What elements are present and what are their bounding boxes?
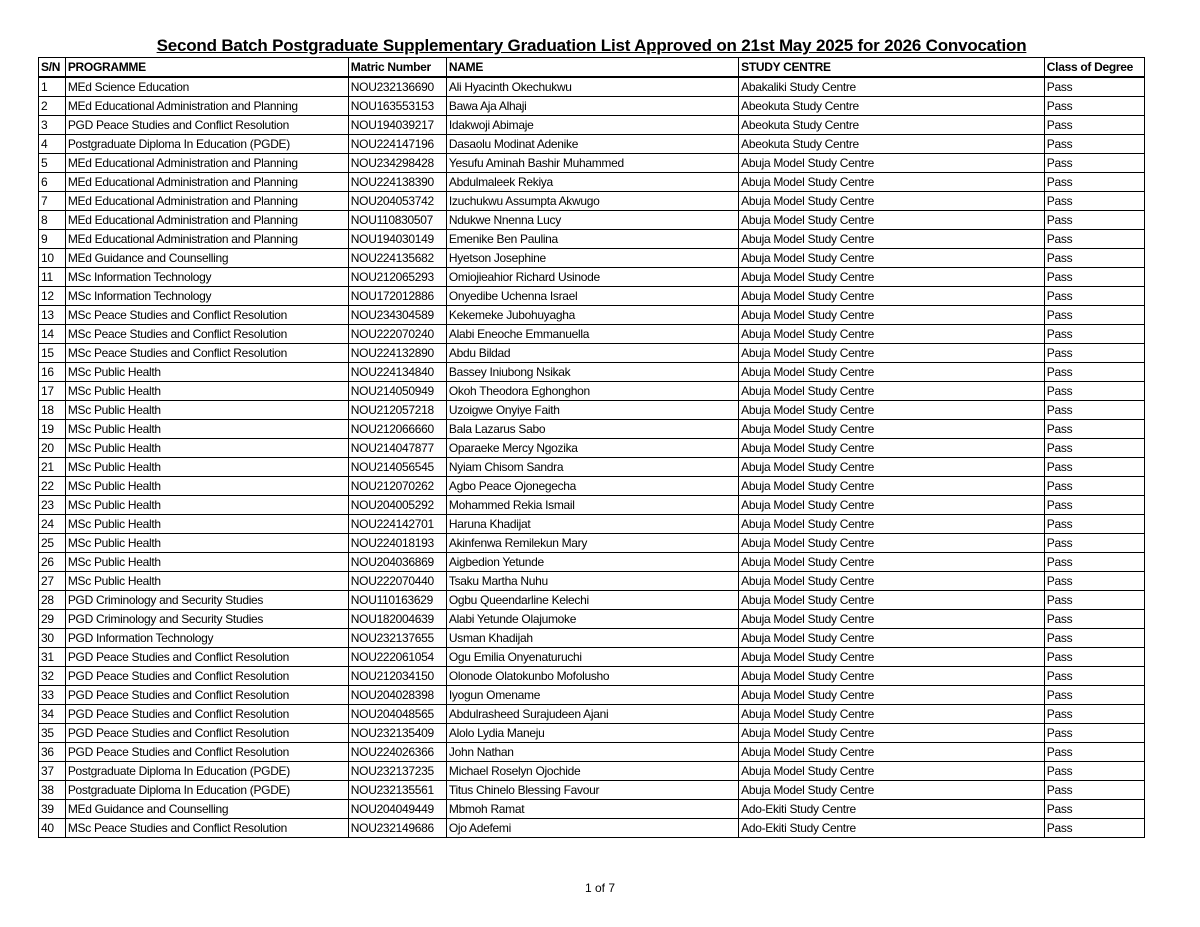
cell-matric-number: NOU224026366 [348, 743, 446, 762]
cell-name: Emenike Ben Paulina [446, 230, 738, 249]
cell-programme: MSc Information Technology [65, 287, 348, 306]
table-row [39, 458, 1145, 477]
table-row [39, 667, 1145, 686]
cell-class-of-degree: Pass [1044, 382, 1144, 401]
cell-study-centre: Abuja Model Study Centre [739, 363, 1045, 382]
cell-class-of-degree: Pass [1044, 686, 1144, 705]
cell-matric-number: NOU212034150 [348, 667, 446, 686]
cell-name: Nyiam Chisom Sandra [446, 458, 738, 477]
header-study-centre: STUDY CENTRE [739, 58, 1045, 78]
cell-name: Olonode Olatokunbo Mofolusho [446, 667, 738, 686]
cell-study-centre: Abuja Model Study Centre [739, 781, 1045, 800]
cell-sn: 22 [39, 477, 66, 496]
cell-matric-number: NOU110163629 [348, 591, 446, 610]
cell-matric-number: NOU224135682 [348, 249, 446, 268]
cell-sn: 5 [39, 154, 66, 173]
cell-sn: 13 [39, 306, 66, 325]
cell-class-of-degree: Pass [1044, 591, 1144, 610]
cell-matric-number: NOU163553153 [348, 97, 446, 116]
table-row [39, 173, 1145, 192]
cell-matric-number: NOU232135409 [348, 724, 446, 743]
cell-class-of-degree: Pass [1044, 363, 1144, 382]
cell-programme: PGD Peace Studies and Conflict Resolution [65, 686, 348, 705]
cell-study-centre: Abuja Model Study Centre [739, 287, 1045, 306]
cell-sn: 36 [39, 743, 66, 762]
cell-name: Agbo Peace Ojonegecha [446, 477, 738, 496]
cell-programme: MSc Peace Studies and Conflict Resolution [65, 819, 348, 838]
header-matric-number: Matric Number [348, 58, 446, 78]
header-programme: PROGRAMME [65, 58, 348, 78]
cell-matric-number: NOU224138390 [348, 173, 446, 192]
cell-matric-number: NOU212057218 [348, 401, 446, 420]
cell-programme: MSc Public Health [65, 553, 348, 572]
cell-study-centre: Abuja Model Study Centre [739, 743, 1045, 762]
table-row [39, 268, 1145, 287]
cell-name: Onyedibe Uchenna Israel [446, 287, 738, 306]
cell-name: Aigbedion Yetunde [446, 553, 738, 572]
cell-name: Haruna Khadijat [446, 515, 738, 534]
page-number: 1 of 7 [584, 881, 616, 895]
cell-name: Okoh Theodora Eghonghon [446, 382, 738, 401]
table-header [39, 58, 1145, 78]
cell-class-of-degree: Pass [1044, 268, 1144, 287]
cell-study-centre: Abuja Model Study Centre [739, 173, 1045, 192]
cell-class-of-degree: Pass [1044, 306, 1144, 325]
cell-matric-number: NOU214047877 [348, 439, 446, 458]
cell-class-of-degree: Pass [1044, 743, 1144, 762]
cell-matric-number: NOU234304589 [348, 306, 446, 325]
cell-name: Abdulmaleek Rekiya [446, 173, 738, 192]
cell-matric-number: NOU214050949 [348, 382, 446, 401]
cell-programme: MSc Public Health [65, 401, 348, 420]
cell-class-of-degree: Pass [1044, 705, 1144, 724]
cell-sn: 16 [39, 363, 66, 382]
cell-study-centre: Abuja Model Study Centre [739, 230, 1045, 249]
table-row [39, 515, 1145, 534]
cell-programme: MSc Public Health [65, 458, 348, 477]
cell-class-of-degree: Pass [1044, 287, 1144, 306]
cell-programme: MSc Peace Studies and Conflict Resolution [65, 306, 348, 325]
cell-class-of-degree: Pass [1044, 667, 1144, 686]
cell-name: Idakwoji Abimaje [446, 116, 738, 135]
header-sn: S/N [39, 58, 66, 78]
cell-name: Alolo Lydia Maneju [446, 724, 738, 743]
table-row [39, 77, 1145, 97]
cell-matric-number: NOU204048565 [348, 705, 446, 724]
cell-sn: 19 [39, 420, 66, 439]
cell-study-centre: Abuja Model Study Centre [739, 648, 1045, 667]
cell-matric-number: NOU204036869 [348, 553, 446, 572]
cell-matric-number: NOU204049449 [348, 800, 446, 819]
cell-class-of-degree: Pass [1044, 249, 1144, 268]
table-row [39, 211, 1145, 230]
cell-sn: 20 [39, 439, 66, 458]
cell-sn: 30 [39, 629, 66, 648]
cell-name: Yesufu Aminah Bashir Muhammed [446, 154, 738, 173]
table-row [39, 249, 1145, 268]
cell-matric-number: NOU222070240 [348, 325, 446, 344]
cell-matric-number: NOU194030149 [348, 230, 446, 249]
cell-name: Tsaku Martha Nuhu [446, 572, 738, 591]
table-row [39, 496, 1145, 515]
cell-class-of-degree: Pass [1044, 325, 1144, 344]
cell-study-centre: Abuja Model Study Centre [739, 325, 1045, 344]
cell-sn: 8 [39, 211, 66, 230]
cell-class-of-degree: Pass [1044, 154, 1144, 173]
header-row [39, 58, 1145, 78]
cell-matric-number: NOU224147196 [348, 135, 446, 154]
cell-sn: 38 [39, 781, 66, 800]
cell-sn: 29 [39, 610, 66, 629]
cell-programme: MEd Guidance and Counselling [65, 800, 348, 819]
cell-sn: 7 [39, 192, 66, 211]
cell-matric-number: NOU204005292 [348, 496, 446, 515]
cell-sn: 40 [39, 819, 66, 838]
table-row [39, 705, 1145, 724]
cell-programme: MEd Educational Administration and Planning [65, 192, 348, 211]
table-row [39, 439, 1145, 458]
page-title: Second Batch Postgraduate Supplementary Graduation List Approved on 21st May 2025 for 2026 Convocation [156, 36, 1027, 55]
cell-study-centre: Abuja Model Study Centre [739, 591, 1045, 610]
cell-class-of-degree: Pass [1044, 496, 1144, 515]
cell-matric-number: NOU214056545 [348, 458, 446, 477]
cell-programme: MSc Public Health [65, 420, 348, 439]
cell-study-centre: Abuja Model Study Centre [739, 705, 1045, 724]
cell-sn: 11 [39, 268, 66, 287]
cell-programme: MSc Peace Studies and Conflict Resolution [65, 344, 348, 363]
cell-matric-number: NOU224018193 [348, 534, 446, 553]
cell-name: Abdu Bildad [446, 344, 738, 363]
cell-matric-number: NOU232136690 [348, 77, 446, 97]
cell-name: Abdulrasheed Surajudeen Ajani [446, 705, 738, 724]
cell-programme: PGD Peace Studies and Conflict Resolution [65, 667, 348, 686]
cell-matric-number: NOU212065293 [348, 268, 446, 287]
table-row [39, 192, 1145, 211]
cell-matric-number: NOU212070262 [348, 477, 446, 496]
cell-name: Omiojieahior Richard Usinode [446, 268, 738, 287]
cell-matric-number: NOU224142701 [348, 515, 446, 534]
cell-matric-number: NOU222061054 [348, 648, 446, 667]
table-row [39, 287, 1145, 306]
cell-class-of-degree: Pass [1044, 97, 1144, 116]
cell-sn: 24 [39, 515, 66, 534]
cell-study-centre: Abuja Model Study Centre [739, 344, 1045, 363]
cell-sn: 25 [39, 534, 66, 553]
table-row [39, 154, 1145, 173]
cell-class-of-degree: Pass [1044, 629, 1144, 648]
table-row [39, 591, 1145, 610]
table-row [39, 230, 1145, 249]
cell-class-of-degree: Pass [1044, 477, 1144, 496]
cell-study-centre: Abeokuta Study Centre [739, 97, 1045, 116]
cell-class-of-degree: Pass [1044, 135, 1144, 154]
cell-class-of-degree: Pass [1044, 819, 1144, 838]
cell-study-centre: Abuja Model Study Centre [739, 515, 1045, 534]
cell-study-centre: Abuja Model Study Centre [739, 249, 1045, 268]
cell-sn: 34 [39, 705, 66, 724]
cell-study-centre: Abuja Model Study Centre [739, 477, 1045, 496]
cell-programme: MSc Public Health [65, 496, 348, 515]
cell-name: Ogu Emilia Onyenaturuchi [446, 648, 738, 667]
cell-name: Usman Khadijah [446, 629, 738, 648]
cell-programme: MEd Educational Administration and Planning [65, 173, 348, 192]
cell-programme: MSc Public Health [65, 382, 348, 401]
table-row [39, 553, 1145, 572]
table-row [39, 477, 1145, 496]
cell-study-centre: Abuja Model Study Centre [739, 154, 1045, 173]
cell-programme: MEd Educational Administration and Planning [65, 211, 348, 230]
cell-study-centre: Abuja Model Study Centre [739, 420, 1045, 439]
cell-study-centre: Abuja Model Study Centre [739, 724, 1045, 743]
cell-sn: 21 [39, 458, 66, 477]
cell-class-of-degree: Pass [1044, 77, 1144, 97]
cell-sn: 27 [39, 572, 66, 591]
cell-programme: MSc Public Health [65, 515, 348, 534]
cell-programme: PGD Criminology and Security Studies [65, 610, 348, 629]
cell-sn: 3 [39, 116, 66, 135]
cell-sn: 4 [39, 135, 66, 154]
cell-matric-number: NOU204053742 [348, 192, 446, 211]
cell-programme: Postgraduate Diploma In Education (PGDE) [65, 135, 348, 154]
cell-programme: MEd Science Education [65, 77, 348, 97]
cell-matric-number: NOU194039217 [348, 116, 446, 135]
cell-matric-number: NOU232149686 [348, 819, 446, 838]
cell-sn: 39 [39, 800, 66, 819]
cell-name: Akinfenwa Remilekun Mary [446, 534, 738, 553]
cell-name: Mohammed Rekia Ismail [446, 496, 738, 515]
cell-class-of-degree: Pass [1044, 420, 1144, 439]
table-row [39, 800, 1145, 819]
cell-programme: MSc Public Health [65, 363, 348, 382]
cell-study-centre: Abuja Model Study Centre [739, 686, 1045, 705]
table-row [39, 97, 1145, 116]
table-row [39, 724, 1145, 743]
table-row [39, 382, 1145, 401]
cell-matric-number: NOU224134840 [348, 363, 446, 382]
cell-matric-number: NOU234298428 [348, 154, 446, 173]
cell-study-centre: Abuja Model Study Centre [739, 268, 1045, 287]
cell-sn: 37 [39, 762, 66, 781]
cell-study-centre: Abeokuta Study Centre [739, 135, 1045, 154]
cell-sn: 9 [39, 230, 66, 249]
cell-matric-number: NOU204028398 [348, 686, 446, 705]
cell-study-centre: Abakaliki Study Centre [739, 77, 1045, 97]
table-row [39, 363, 1145, 382]
cell-programme: PGD Peace Studies and Conflict Resolution [65, 648, 348, 667]
cell-class-of-degree: Pass [1044, 724, 1144, 743]
cell-sn: 23 [39, 496, 66, 515]
cell-sn: 33 [39, 686, 66, 705]
cell-sn: 26 [39, 553, 66, 572]
cell-class-of-degree: Pass [1044, 344, 1144, 363]
cell-programme: MEd Educational Administration and Planning [65, 154, 348, 173]
cell-programme: PGD Peace Studies and Conflict Resolution [65, 724, 348, 743]
cell-programme: PGD Peace Studies and Conflict Resolution [65, 705, 348, 724]
cell-programme: MSc Public Health [65, 572, 348, 591]
cell-name: Ogbu Queendarline Kelechi [446, 591, 738, 610]
table-row [39, 572, 1145, 591]
cell-sn: 12 [39, 287, 66, 306]
cell-study-centre: Abuja Model Study Centre [739, 629, 1045, 648]
cell-class-of-degree: Pass [1044, 116, 1144, 135]
cell-matric-number: NOU224132890 [348, 344, 446, 363]
cell-programme: MSc Public Health [65, 534, 348, 553]
cell-study-centre: Abuja Model Study Centre [739, 211, 1045, 230]
cell-programme: PGD Information Technology [65, 629, 348, 648]
cell-name: Mbmoh Ramat [446, 800, 738, 819]
table-body [39, 77, 1145, 838]
cell-sn: 1 [39, 77, 66, 97]
cell-matric-number: NOU232135561 [348, 781, 446, 800]
cell-sn: 18 [39, 401, 66, 420]
cell-programme: PGD Criminology and Security Studies [65, 591, 348, 610]
cell-name: Uzoigwe Onyiye Faith [446, 401, 738, 420]
cell-study-centre: Abuja Model Study Centre [739, 553, 1045, 572]
cell-sn: 14 [39, 325, 66, 344]
cell-sn: 28 [39, 591, 66, 610]
cell-class-of-degree: Pass [1044, 648, 1144, 667]
cell-matric-number: NOU182004639 [348, 610, 446, 629]
cell-matric-number: NOU222070440 [348, 572, 446, 591]
table-row [39, 534, 1145, 553]
cell-name: Titus Chinelo Blessing Favour [446, 781, 738, 800]
cell-study-centre: Abuja Model Study Centre [739, 306, 1045, 325]
cell-programme: MSc Peace Studies and Conflict Resolution [65, 325, 348, 344]
cell-programme: MSc Information Technology [65, 268, 348, 287]
cell-class-of-degree: Pass [1044, 534, 1144, 553]
cell-programme: PGD Peace Studies and Conflict Resolution [65, 743, 348, 762]
cell-class-of-degree: Pass [1044, 610, 1144, 629]
table-row [39, 686, 1145, 705]
cell-study-centre: Abeokuta Study Centre [739, 116, 1045, 135]
cell-matric-number: NOU232137655 [348, 629, 446, 648]
cell-name: Alabi Yetunde Olajumoke [446, 610, 738, 629]
cell-name: Ali Hyacinth Okechukwu [446, 77, 738, 97]
table-row [39, 135, 1145, 154]
cell-class-of-degree: Pass [1044, 800, 1144, 819]
cell-study-centre: Abuja Model Study Centre [739, 496, 1045, 515]
cell-study-centre: Abuja Model Study Centre [739, 610, 1045, 629]
table-row [39, 306, 1145, 325]
cell-study-centre: Abuja Model Study Centre [739, 762, 1045, 781]
cell-class-of-degree: Pass [1044, 572, 1144, 591]
cell-class-of-degree: Pass [1044, 439, 1144, 458]
cell-class-of-degree: Pass [1044, 458, 1144, 477]
cell-name: Alabi Eneoche Emmanuella [446, 325, 738, 344]
cell-name: Ojo Adefemi [446, 819, 738, 838]
cell-name: Kekemeke Jubohuyagha [446, 306, 738, 325]
graduation-table [38, 57, 1145, 838]
cell-matric-number: NOU110830507 [348, 211, 446, 230]
cell-name: Michael Roselyn Ojochide [446, 762, 738, 781]
cell-study-centre: Abuja Model Study Centre [739, 667, 1045, 686]
cell-sn: 6 [39, 173, 66, 192]
cell-name: Bassey Iniubong Nsikak [446, 363, 738, 382]
cell-programme: MEd Educational Administration and Planning [65, 97, 348, 116]
cell-name: Iyogun Omename [446, 686, 738, 705]
cell-programme: MEd Guidance and Counselling [65, 249, 348, 268]
cell-name: Bala Lazarus Sabo [446, 420, 738, 439]
cell-class-of-degree: Pass [1044, 553, 1144, 572]
cell-sn: 10 [39, 249, 66, 268]
table-row [39, 762, 1145, 781]
cell-study-centre: Abuja Model Study Centre [739, 534, 1045, 553]
table-row [39, 610, 1145, 629]
cell-sn: 32 [39, 667, 66, 686]
table-row [39, 629, 1145, 648]
cell-programme: Postgraduate Diploma In Education (PGDE) [65, 781, 348, 800]
cell-study-centre: Abuja Model Study Centre [739, 458, 1045, 477]
cell-study-centre: Ado-Ekiti Study Centre [739, 800, 1045, 819]
cell-name: John Nathan [446, 743, 738, 762]
cell-sn: 17 [39, 382, 66, 401]
cell-class-of-degree: Pass [1044, 401, 1144, 420]
table-row [39, 648, 1145, 667]
table-row [39, 420, 1145, 439]
cell-matric-number: NOU232137235 [348, 762, 446, 781]
cell-name: Ndukwe Nnenna Lucy [446, 211, 738, 230]
cell-class-of-degree: Pass [1044, 192, 1144, 211]
header-class-of-degree: Class of Degree [1044, 58, 1144, 78]
cell-class-of-degree: Pass [1044, 515, 1144, 534]
table-row [39, 819, 1145, 838]
cell-name: Izuchukwu Assumpta Akwugo [446, 192, 738, 211]
cell-name: Hyetson Josephine [446, 249, 738, 268]
cell-programme: PGD Peace Studies and Conflict Resolution [65, 116, 348, 135]
table-row [39, 401, 1145, 420]
cell-class-of-degree: Pass [1044, 762, 1144, 781]
table-row [39, 116, 1145, 135]
cell-programme: MEd Educational Administration and Planning [65, 230, 348, 249]
cell-sn: 2 [39, 97, 66, 116]
table-row [39, 325, 1145, 344]
table-row [39, 743, 1145, 762]
cell-sn: 15 [39, 344, 66, 363]
cell-study-centre: Abuja Model Study Centre [739, 401, 1045, 420]
cell-study-centre: Abuja Model Study Centre [739, 572, 1045, 591]
cell-class-of-degree: Pass [1044, 230, 1144, 249]
cell-class-of-degree: Pass [1044, 173, 1144, 192]
table-row [39, 781, 1145, 800]
header-name: NAME [446, 58, 738, 78]
cell-matric-number: NOU172012886 [348, 287, 446, 306]
cell-matric-number: NOU212066660 [348, 420, 446, 439]
cell-study-centre: Abuja Model Study Centre [739, 439, 1045, 458]
cell-name: Oparaeke Mercy Ngozika [446, 439, 738, 458]
cell-sn: 35 [39, 724, 66, 743]
cell-name: Dasaolu Modinat Adenike [446, 135, 738, 154]
cell-study-centre: Abuja Model Study Centre [739, 382, 1045, 401]
cell-programme: MSc Public Health [65, 439, 348, 458]
table-row [39, 344, 1145, 363]
cell-sn: 31 [39, 648, 66, 667]
cell-programme: Postgraduate Diploma In Education (PGDE) [65, 762, 348, 781]
cell-programme: MSc Public Health [65, 477, 348, 496]
cell-class-of-degree: Pass [1044, 781, 1144, 800]
cell-study-centre: Abuja Model Study Centre [739, 192, 1045, 211]
cell-name: Bawa Aja Alhaji [446, 97, 738, 116]
cell-study-centre: Ado-Ekiti Study Centre [739, 819, 1045, 838]
cell-class-of-degree: Pass [1044, 211, 1144, 230]
